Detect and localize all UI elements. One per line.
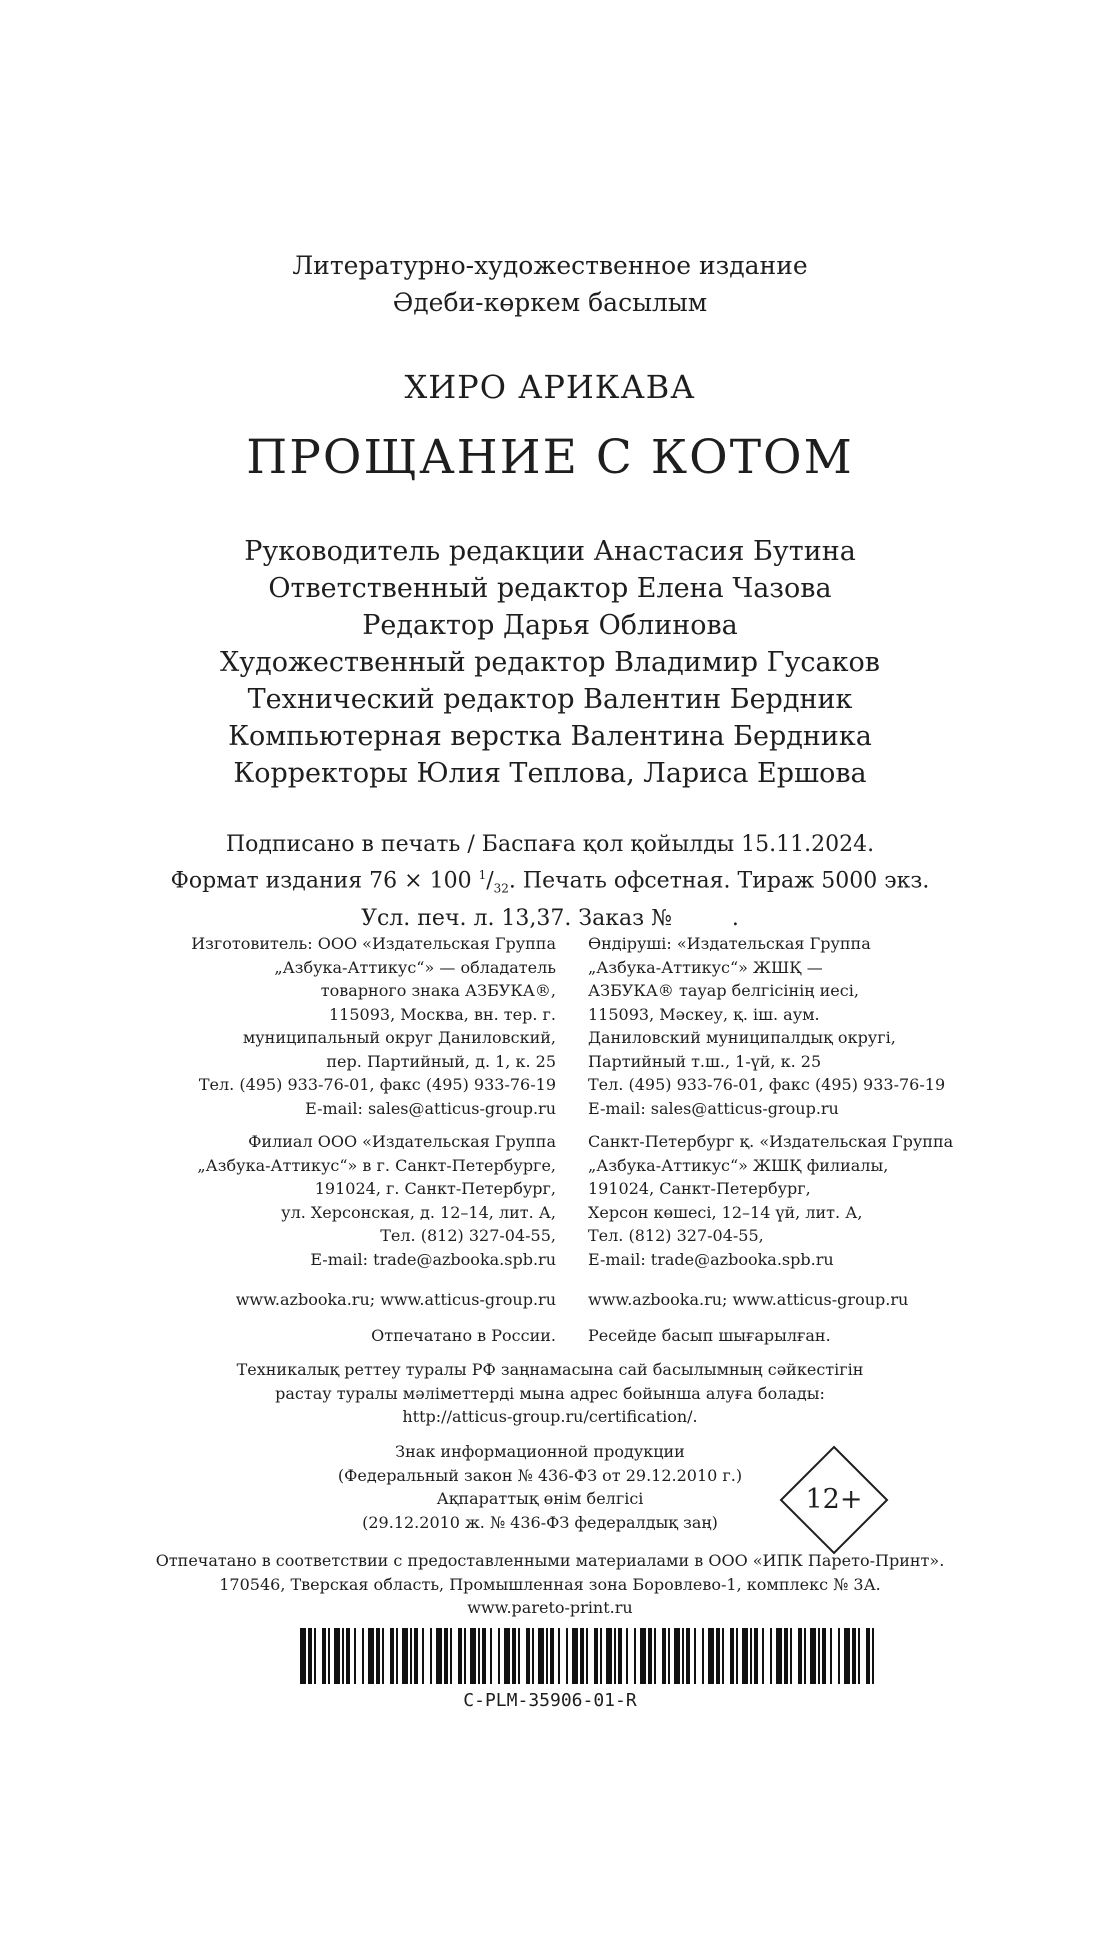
barcode-bar [810, 1628, 816, 1684]
barcode-bar [322, 1628, 326, 1684]
barcode-label: C-PLM-35906-01-R [463, 1690, 637, 1711]
barcode-bar [580, 1628, 584, 1684]
barcode-bar [328, 1628, 330, 1684]
barcode-bar [532, 1628, 534, 1684]
barcode-bar [822, 1628, 826, 1684]
barcode-bar [490, 1628, 492, 1684]
genre-ru: Литературно-художественное издание [292, 251, 808, 280]
barcode-bar [512, 1628, 516, 1684]
age-rating-badge [778, 1444, 890, 1556]
barcode-bar [458, 1628, 462, 1684]
barcode-bar [668, 1628, 670, 1684]
barcode-bar [702, 1628, 704, 1684]
barcode-bar [526, 1628, 530, 1684]
barcode-bar [654, 1628, 656, 1684]
format-line: Формат издания 76 × 100 $^1/_{32}$. Печать офсетная. Тираж 5000 экз. [170, 868, 930, 896]
barcode-bar [498, 1628, 500, 1684]
signed-date: Подписано в печать / Баспаға қол қойылды 15.11.2024. [225, 832, 875, 857]
staff-line: Ответственный редактор Елена Чазова [268, 573, 832, 604]
barcode-bar [470, 1628, 476, 1684]
staff-line: Художественный редактор Владимир Гусаков [220, 647, 880, 678]
barcode-bar [430, 1628, 432, 1684]
barcode-bar [754, 1628, 758, 1684]
manufacturer-ru: Изготовитель: ООО «Издательская Группа „Азбука-Аттикус“» — обладатель товарного знака АЗБУКА®, 115093, Москва, вн. тер. г. муниципальный округ Даниловский, пер. Партийный, д. 1, к. 25 Тел. (495) 933-76-01, факс (495) 933-76-19 E-mail: sales@atticus-group.ru [191, 934, 556, 1118]
barcode-bar [798, 1628, 802, 1684]
barcode-bar [414, 1628, 418, 1684]
barcode-bar [342, 1628, 344, 1684]
barcode-bar [858, 1628, 860, 1684]
barcode-bar [722, 1628, 724, 1684]
barcode-bar [422, 1628, 424, 1684]
info-sign-block [0, 1440, 1100, 1560]
barcode-bar [390, 1628, 394, 1684]
barcode-bar [662, 1628, 666, 1684]
barcode-bar [368, 1628, 374, 1684]
barcode-bar [694, 1628, 696, 1684]
barcode-bar [600, 1628, 602, 1684]
barcode-bar [750, 1628, 752, 1684]
websites-ru: www.azbooka.ru; www.atticus-group.ru [235, 1290, 556, 1309]
barcode-bar [504, 1628, 510, 1684]
barcode-bar [300, 1628, 306, 1684]
staff-line: Корректоры Юлия Теплова, Лариса Ершова [233, 758, 867, 789]
barcode-bar [716, 1628, 720, 1684]
barcode-bar [618, 1628, 622, 1684]
printed-in-ru: Отпечатано в России. [371, 1326, 556, 1345]
book-title: ПРОЩАНИЕ С КОТОМ [246, 430, 854, 485]
info-sign-text: Знак информационной продукции (Федеральный закон № 436-ФЗ от 29.12.2010 г.) Ақпараттық өнім белгісі (29.12.2010 ж. № 436-ФЗ федералдық заң) [337, 1442, 743, 1532]
barcode-bar [382, 1628, 384, 1684]
barcode-bar [538, 1628, 544, 1684]
barcode-bar [314, 1628, 316, 1684]
tech-regulation: Техникалық реттеу туралы РФ заңнамасына сай басылымның сәйкестігін растау туралы мәліметтерді мына адрес бойынша алуға болады: http://atticus-group.ru/certification/. [0, 1358, 1100, 1429]
barcode-bar [784, 1628, 788, 1684]
barcode-bar [790, 1628, 792, 1684]
barcode-bar [606, 1628, 612, 1684]
barcode-bar [818, 1628, 820, 1684]
barcode-bar [450, 1628, 452, 1684]
barcode-bar [640, 1628, 646, 1684]
barcode-bar [770, 1628, 772, 1684]
barcode-bar [308, 1628, 312, 1684]
staff-line: Компьютерная верстка Валентина Бердника [228, 721, 872, 752]
manufacturer-kz: Өндіруші: «Издательская Группа „Азбука-Аттикус“» ЖШҚ — АЗБУКА® тауар белгісінің иесі, 115093, Мәскеу, қ. іш. аум. Даниловский муниципалдық округі, Партийный т.ш., 1-үй, к. 25 Тел. (495) 933-76-01, факс (495) 933-76-19 E-mail: sales@atticus-group.ru [588, 934, 946, 1118]
barcode-bar [550, 1628, 554, 1684]
barcode-bar [872, 1628, 874, 1684]
barcode-bar [444, 1628, 448, 1684]
barcode-bar [464, 1628, 466, 1684]
age-rating-label: 12+ [805, 1484, 863, 1515]
barcode-bar [594, 1628, 598, 1684]
staff-line: Редактор Дарья Облинова [362, 610, 738, 641]
barcode-bar [626, 1628, 628, 1684]
barcode-bar [762, 1628, 764, 1684]
barcode-bar [838, 1628, 840, 1684]
barcode-bar [742, 1628, 748, 1684]
print-info [0, 830, 1100, 934]
barcode-bar [830, 1628, 832, 1684]
barcode-bar [614, 1628, 616, 1684]
barcode-bar [546, 1628, 548, 1684]
barcode-bar [686, 1628, 690, 1684]
barcode-bar [648, 1628, 652, 1684]
genre-block [0, 247, 1100, 321]
staff-line: Технический редактор Валентин Бердник [247, 684, 853, 715]
barcode-bar [478, 1628, 480, 1684]
barcode-bar [708, 1628, 714, 1684]
barcode-bar [354, 1628, 356, 1684]
author-name: ХИРО АРИКАВА [404, 368, 696, 406]
barcode-bar [682, 1628, 684, 1684]
branch-ru: Филиал ООО «Издательская Группа „Азбука-Аттикус“» в г. Санкт-Петербурге, 191024, г. Санкт-Петербург, ул. Херсонская, д. 12–14, лит. А, Тел. (812) 327-04-55, E-mail: trade@azbooka.spb.ru [197, 1132, 556, 1269]
barcode-bar [518, 1628, 520, 1684]
barcode-bar [396, 1628, 398, 1684]
barcode-bar [736, 1628, 738, 1684]
barcode-bar [402, 1628, 408, 1684]
barcode-bar [674, 1628, 680, 1684]
barcode-bar [482, 1628, 486, 1684]
staff-line: Руководитель редакции Анастасия Бутина [244, 536, 856, 567]
printer-info: Отпечатано в соответствии с предоставленными материалами в ООО «ИПК Парето-Принт». 170546, Тверская область, Промышленная зона Боровлево-1, комплекс № 3А. www.pareto-print.ru [155, 1551, 945, 1617]
barcode-bar [376, 1628, 380, 1684]
barcode-bar [572, 1628, 578, 1684]
barcode-bar [866, 1628, 870, 1684]
barcode-bar [436, 1628, 442, 1684]
editorial-staff [0, 533, 1100, 792]
barcode-bar [558, 1628, 560, 1684]
barcode-bar [566, 1628, 568, 1684]
certification-link: http://atticus-group.ru/certification/. [402, 1407, 698, 1426]
printed-in-kz: Ресейде басып шығарылған. [588, 1326, 831, 1345]
barcode-bar [804, 1628, 806, 1684]
barcode-bar [334, 1628, 340, 1684]
sheets-line: Усл. печ. л. 13,37. Заказ № . [361, 905, 739, 931]
barcode-bar [362, 1628, 364, 1684]
barcode-bar [634, 1628, 636, 1684]
barcode-bar [346, 1628, 350, 1684]
barcode-bars [300, 1628, 875, 1684]
barcode-bar [730, 1628, 734, 1684]
branch-kz: Санкт-Петербург қ. «Издательская Группа „Азбука-Аттикус“» ЖШҚ филиалы, 191024, Санкт-Петербург, Херсон көшесі, 12–14 үй, лит. А, Тел. (812) 327-04-55, E-mail: trade@azbooka.spb.ru [588, 1132, 954, 1269]
genre-kz: Әдеби-көркем басылым [392, 288, 708, 317]
barcode-bar [844, 1628, 850, 1684]
barcode-bar [410, 1628, 412, 1684]
barcode-bar [776, 1628, 782, 1684]
websites-kz: www.azbooka.ru; www.atticus-group.ru [588, 1290, 909, 1309]
barcode-bar [586, 1628, 588, 1684]
barcode-bar [852, 1628, 856, 1684]
